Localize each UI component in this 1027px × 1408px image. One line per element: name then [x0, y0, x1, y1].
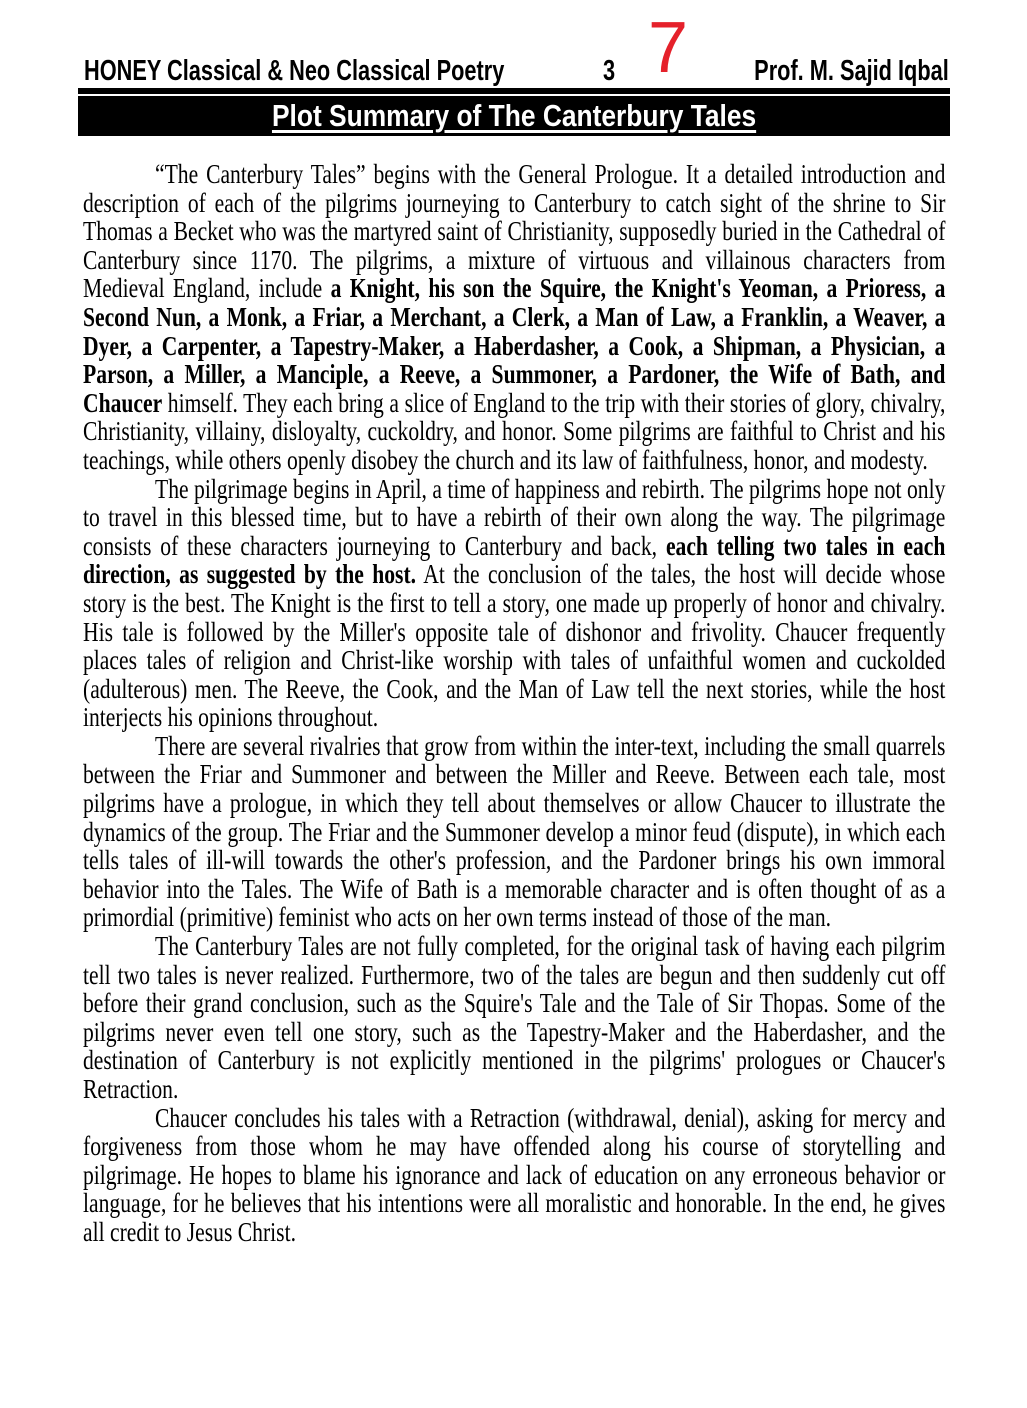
- header-page-number: 3: [603, 55, 616, 87]
- document-body: [83, 160, 945, 1247]
- section-banner-title: Plot Summary of The Canterbury Tales: [271, 98, 757, 133]
- paragraph: [83, 732, 945, 932]
- text-run: There are several rivalries that grow from within the inter-text, including the small quarrels between the Friar and Summoner and between the Miller and Reeve. Between each tale, most pilgrims have a prologue, in which they tell about themselves or allow Chaucer to illustrate the dynamics of the group. The Friar and the Summoner develop a minor feud (dispute), in which each tells tales of ill-will towards the other's profession, and the Pardoner brings his own immoral behavior into the Tales. The Wife of Bath is a memorable character and is often thought of as a primordial (primitive) feminist who acts on her own terms instead of those of the man.: [83, 730, 946, 933]
- paragraph: [83, 160, 945, 475]
- text-run: Chaucer concludes his tales with a Retraction (withdrawal, denial), asking for mercy and forgiveness from those whom he may have offended along his course of storytelling and pilgrimage. He hopes to blame his ignorance and lack of education on any erroneous behavior or language, for he believes that his intentions were all moralistic and honorable. In the end, he gives all credit to Jesus Christ.: [83, 1102, 946, 1247]
- header-title: HONEY Classical & Neo Classical Poetry: [84, 55, 505, 87]
- paragraph: [83, 475, 945, 732]
- bold-text-run: a Knight, his son the Squire, the Knight's Yeoman, a Prioress, a Second Nun, a Monk, a Friar, a Merchant, a Clerk, a Man of Law, a Franklin, a Weaver, a Dyer, a Carpenter, a Tapestry-Maker, a Haberdasher, a Cook, a Shipman, a Physician, a Parson, a Miller, a Manciple, a Reeve, a Summoner, a Pardoner, the Wife of Bath, and Chaucer: [83, 273, 946, 418]
- text-run: The pilgrimage begins in April, a time of happiness and rebirth. The pilgrims hope not only to travel in this blessed time, but to have a rebirth of their own along the way. The pilgrimage consists of these characters journeying to Canterbury and back,: [83, 473, 946, 561]
- paragraph: [83, 932, 945, 1104]
- text-run: At the conclusion of the tales, the host will decide whose story is the best. The Knight is the first to tell a story, one made up properly of honor and chivalry. His tale is followed by the Miller's opposite tale of dishonor and frivolity. Chaucer frequently places tales of religion and Christ-like worship with tales of unfaithful women and cuckolded (adulterous) men. The Reeve, the Cook, and the Man of Law tell the next stories, while the host interjects his opinions throughout.: [83, 559, 946, 733]
- text-run: The Canterbury Tales are not fully completed, for the original task of having each pilgrim tell two tales is never realized. Furthermore, two of the tales are begun and then suddenly cut off before their grand conclusion, such as the Squire's Tale and the Tale of Sir Thopas. Some of the pilgrims never even tell one story, such as the Tapestry-Maker and the Haberdasher, and the destination of Canterbury is not explicitly mentioned in the pilgrims' prologues or Chaucer's Retraction.: [83, 931, 946, 1104]
- text-run: himself. They each bring a slice of England to the trip with their stories of glory, chivalry, Christianity, villainy, disloyalty, cuckoldry, and honor. Some pilgrims are faithful to Christ and his teachings, while others openly disobey the church and its law of faithfulness, honor, and modesty.: [83, 387, 946, 475]
- paragraph: [83, 1104, 945, 1247]
- section-banner: [78, 96, 950, 136]
- text-run: “The Canterbury Tales” begins with the General Prologue. It a detailed introduction and description of each of the pilgrims journeying to Canterbury to catch sight of the shrine to Sir Thomas a Becket who was the martyred saint of Christianity, supposedly buried in the Cathedral of Canterbury since 1170. The pilgrims, a mixture of virtuous and villainous characters from Medieval England, include: [83, 159, 946, 304]
- page-header-row: [78, 56, 950, 86]
- page-header: [78, 52, 950, 94]
- section-banner-inner: [78, 96, 950, 136]
- bold-text-run: each telling two tales in each direction, as suggested by the host.: [83, 530, 946, 590]
- header-author: Prof. M. Sajid Iqbal: [754, 55, 949, 87]
- page-annotation-number: 7: [648, 8, 689, 88]
